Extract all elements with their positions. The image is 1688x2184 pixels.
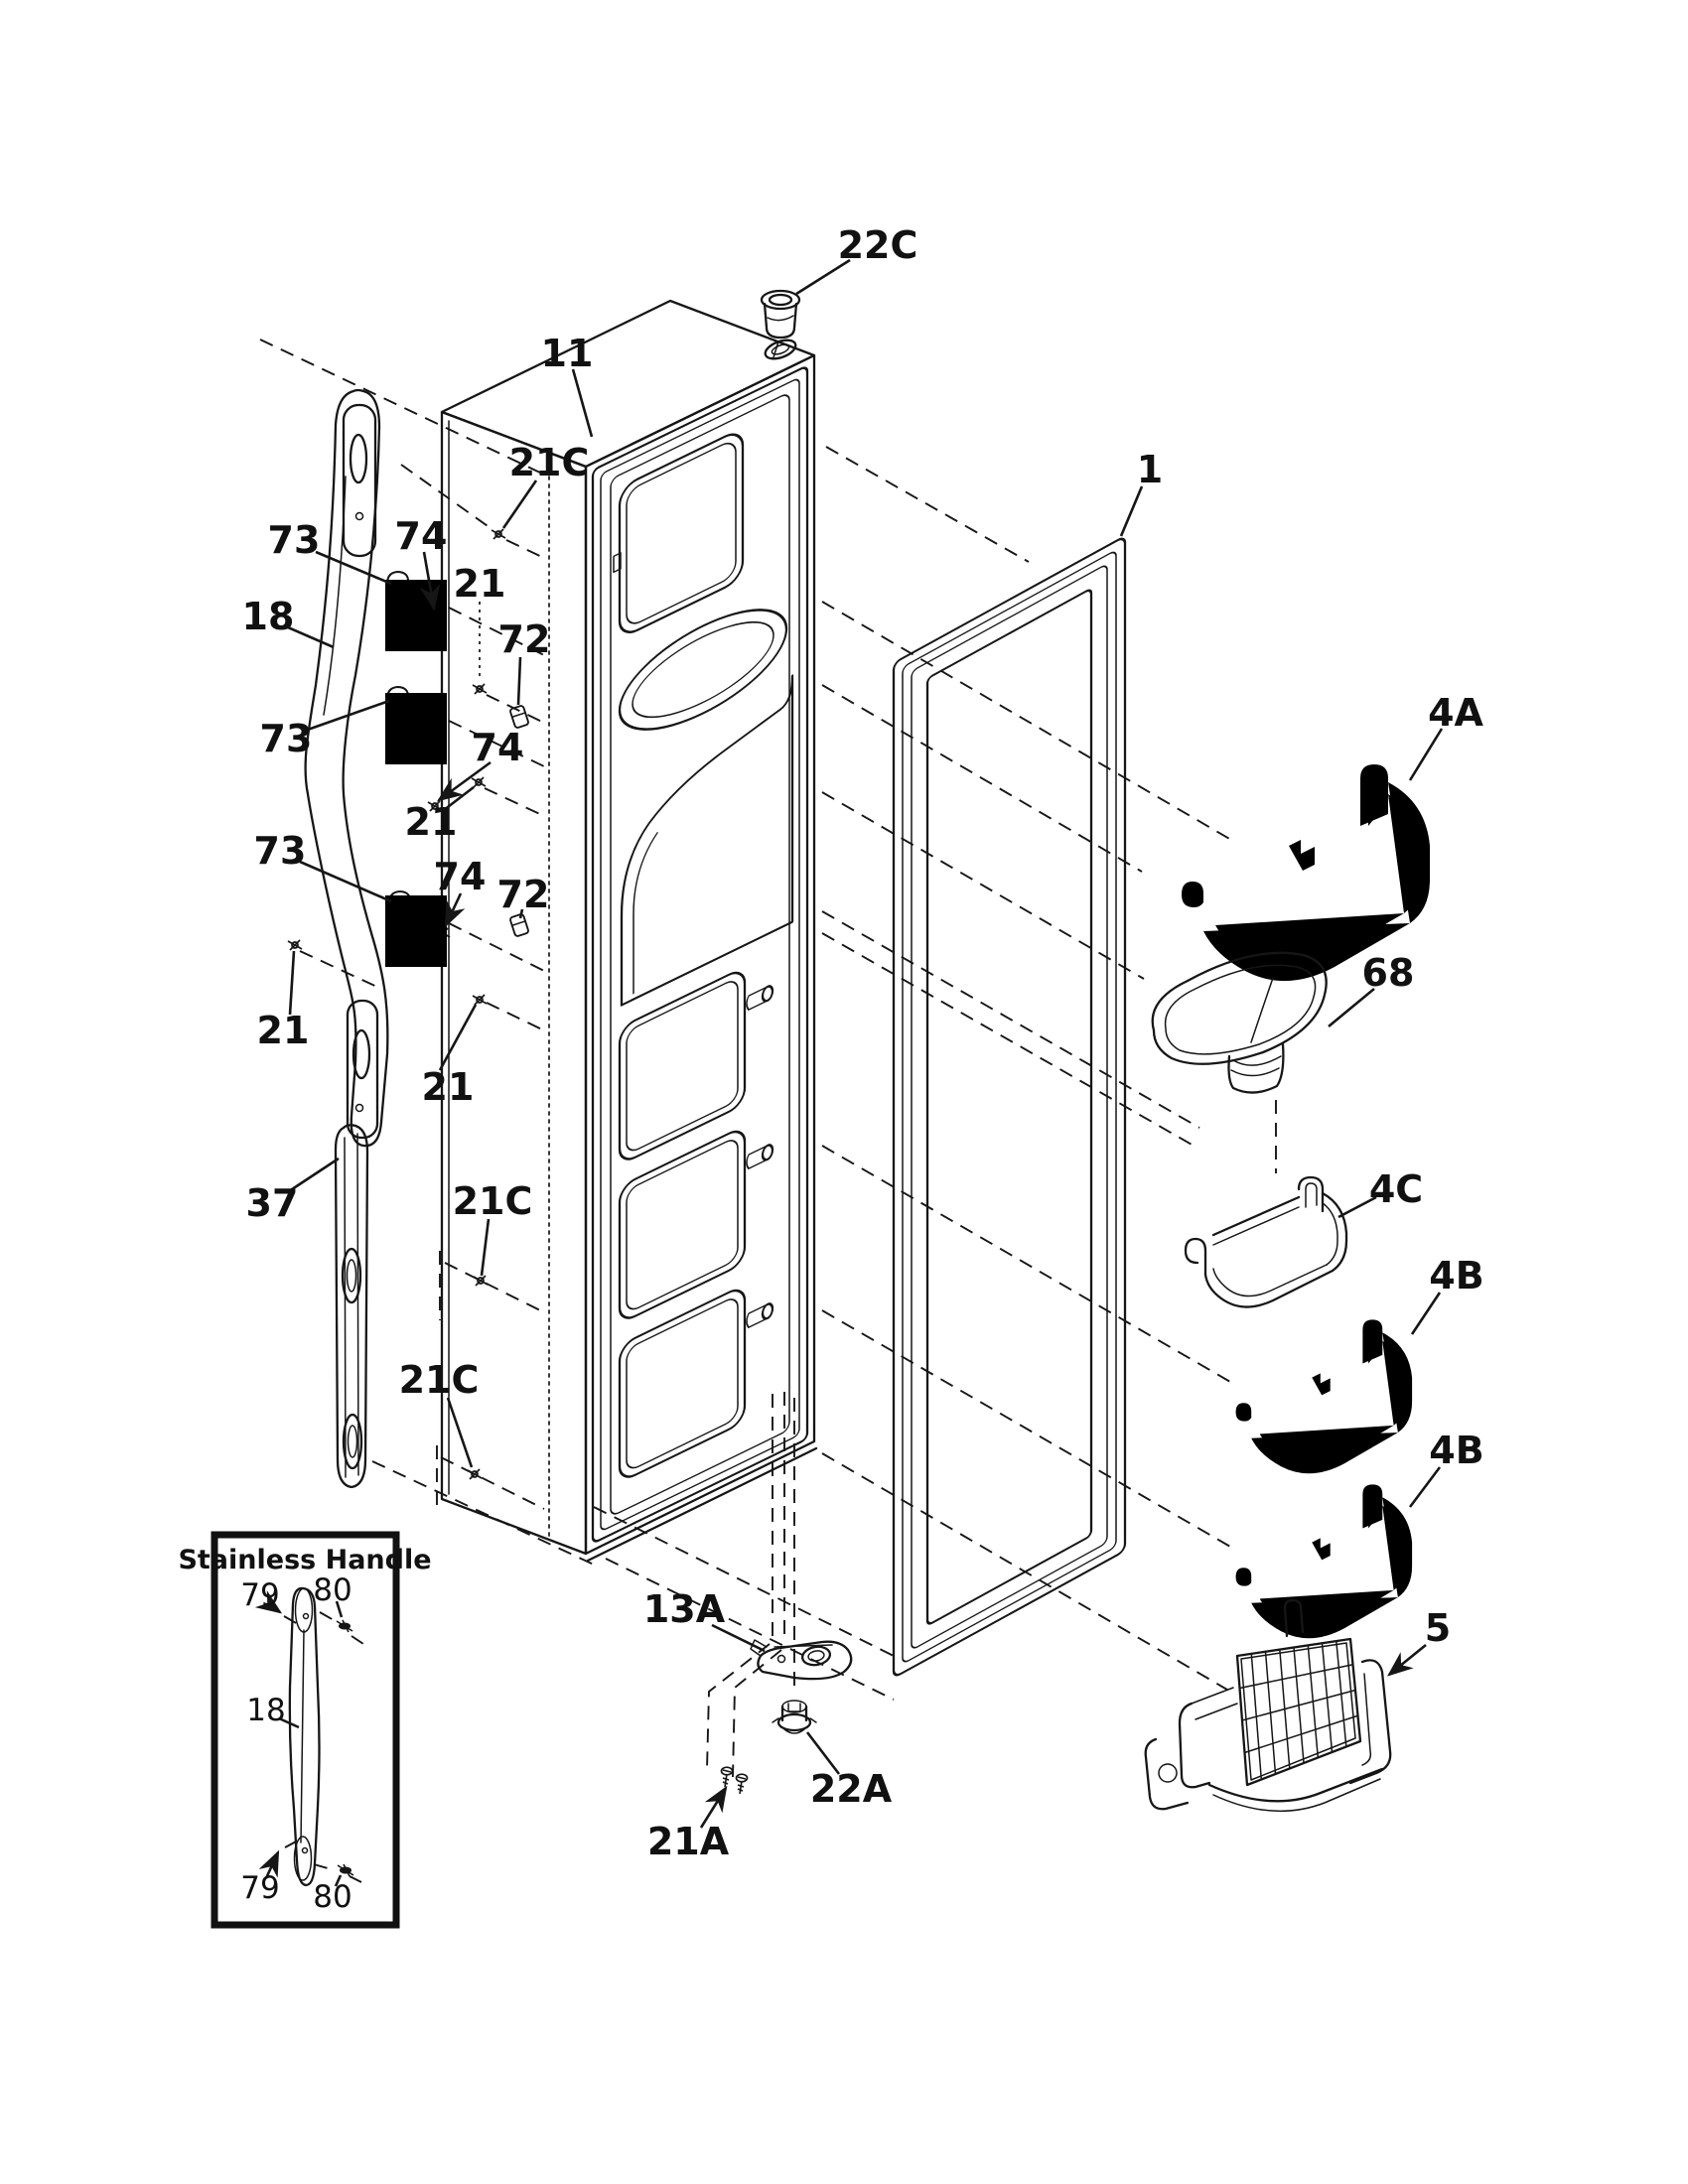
liner-rim-1 <box>593 365 807 1543</box>
shelf-peg <box>763 1143 773 1161</box>
leader-21d <box>440 1005 476 1070</box>
leader-21C2 <box>482 1219 489 1276</box>
handle-top-slot <box>351 435 366 482</box>
basket-right-bracket-inner <box>1362 1674 1370 1765</box>
tray-back-rim <box>1213 1197 1299 1235</box>
guide-hinge-elbow-1 <box>707 1644 770 1769</box>
plug-flange <box>762 291 799 309</box>
mounting-screws <box>288 529 529 1479</box>
screw-21C-1 <box>492 529 505 539</box>
guide-gasket-top <box>826 447 1029 562</box>
callout-21A: 21A <box>646 1820 730 1863</box>
callout-37: 37 <box>245 1181 299 1225</box>
handle-top-pad <box>344 405 375 556</box>
handle-bottom-hole <box>356 1105 363 1112</box>
shelf-pocket-2 <box>620 1112 773 1323</box>
tray-right-hook <box>1299 1177 1323 1211</box>
tray-left-hook <box>1186 1239 1205 1275</box>
basket-pivot <box>1159 1764 1177 1782</box>
bracket-small-hole <box>778 1656 785 1663</box>
funnel-spout <box>1229 1044 1284 1093</box>
leader-4a <box>1410 729 1442 780</box>
inset-screw-top <box>337 1620 352 1632</box>
tray-right-hook-inner <box>1306 1183 1317 1207</box>
door-gasket <box>894 536 1125 1678</box>
callout-11: 11 <box>540 332 594 375</box>
callout-22c: 22C <box>837 223 918 267</box>
tray-right-wall-inner <box>1323 1203 1337 1265</box>
leader-73c <box>300 862 391 901</box>
inset-top-pad <box>296 1588 313 1632</box>
guide-rect-1 <box>385 580 447 651</box>
door-handle <box>306 390 388 1146</box>
door-bin-4a <box>1182 764 1430 981</box>
callout-68: 68 <box>1361 951 1415 995</box>
callout-73-2: 73 <box>259 717 313 760</box>
screw-21b <box>472 777 486 787</box>
dairy-pocket-inner <box>627 438 736 628</box>
callout-72-1: 72 <box>497 617 551 661</box>
grip-recess <box>622 676 792 1006</box>
inset-dashes <box>284 1612 363 1882</box>
guide-screw1 <box>487 695 544 723</box>
basket-front-rail <box>1209 1769 1382 1801</box>
callout-21c-1: 21C <box>508 441 590 484</box>
lower-trim <box>336 1125 367 1487</box>
callout-73-1: 73 <box>267 518 321 562</box>
door-tray-4c <box>1186 1177 1346 1307</box>
leader-72a <box>518 657 520 705</box>
guide-21c2 <box>440 1251 544 1320</box>
bracket-hole <box>801 1645 832 1668</box>
callout-74-1: 74 <box>394 514 448 558</box>
callout-72-2: 72 <box>496 873 550 916</box>
inset-title: Stainless Handle <box>178 1545 432 1575</box>
guide-4b1 <box>822 1146 1237 1386</box>
gasket-line-2 <box>903 550 1116 1664</box>
hinge-screw-2 <box>737 1774 748 1794</box>
callout-21-3: 21 <box>256 1009 310 1052</box>
guide-bottom-long-1 <box>594 1507 894 1656</box>
plug-thread <box>768 316 793 321</box>
guide-screw3 <box>300 951 381 989</box>
grip-recess-inner <box>633 833 657 994</box>
callout-73-3: 73 <box>253 829 307 873</box>
guide-68 <box>822 792 1144 979</box>
hinge-bushing <box>773 1701 816 1733</box>
guide-4a-2 <box>822 685 1142 872</box>
tray-front-band <box>1205 1271 1333 1307</box>
bushing-bore <box>788 1704 800 1711</box>
inset-top-hole <box>304 1614 309 1619</box>
shelf-pocket-1 <box>620 953 773 1164</box>
guide-screw4 <box>487 1003 544 1030</box>
guide-clip3 <box>449 923 544 971</box>
callout-21-1: 21 <box>453 562 506 606</box>
inset-callout-79-top: 79 <box>240 1577 280 1613</box>
callout-21-4: 21 <box>421 1065 475 1109</box>
door-liner <box>593 365 807 1543</box>
leader-1 <box>1121 486 1142 536</box>
guide-rect-2 <box>385 693 447 764</box>
freezer-door-panel <box>442 301 816 1561</box>
door-bin-4b-upper <box>1236 1319 1413 1473</box>
basket-right-bracket <box>1350 1660 1390 1783</box>
screw-21a <box>473 684 487 694</box>
grip-opening <box>620 586 786 754</box>
hinge-screw-1 <box>722 1767 733 1787</box>
leader-21c <box>290 951 294 1015</box>
inset-callout-80-top: 80 <box>313 1572 352 1608</box>
hinge-pin-hole <box>763 337 798 362</box>
tilt-out-basket <box>1146 1600 1391 1811</box>
leader-4b1 <box>1412 1293 1440 1334</box>
leader-21C3 <box>448 1398 472 1467</box>
trim-pad-2-slot <box>349 1426 357 1457</box>
callout-74-3: 74 <box>433 855 487 898</box>
door-bin-4b-lower <box>1236 1484 1413 1638</box>
screw-21c <box>288 940 302 950</box>
trim-pad-1-slot <box>348 1260 356 1292</box>
callout-22a: 22A <box>809 1767 893 1811</box>
inset-callout-79-bot: 79 <box>240 1870 280 1906</box>
bracket-plate <box>758 1642 851 1679</box>
callout-5: 5 <box>1424 1606 1452 1650</box>
tray-right-wall <box>1323 1193 1346 1271</box>
handle-top-hole <box>356 513 363 520</box>
tray-front-band-inner <box>1213 1265 1327 1297</box>
leader-21c1 <box>503 480 536 528</box>
guide-4b2 <box>822 1310 1237 1551</box>
callout-1: 1 <box>1136 448 1164 491</box>
inset-handle-centerline <box>301 1630 304 1843</box>
basket-wires-vertical <box>1251 1641 1346 1779</box>
inset-bottom-hole <box>303 1848 308 1853</box>
stainless-handle-inset <box>178 1535 431 1925</box>
shelf-pocket-3 <box>620 1271 773 1482</box>
callout-13a: 13A <box>642 1587 726 1631</box>
liner-rim-3 <box>611 392 789 1517</box>
callout-4c: 4C <box>1368 1167 1424 1211</box>
callout-4b-2: 4B <box>1429 1429 1484 1472</box>
callout-4a: 4A <box>1428 691 1483 735</box>
leader-11 <box>573 369 592 437</box>
guide-4c-2 <box>822 933 1194 1146</box>
guide-hinge-elbow-2 <box>733 1650 781 1777</box>
shelf-peg <box>763 984 773 1003</box>
guide-5 <box>822 1453 1227 1690</box>
inset-callout-80-bot: 80 <box>313 1879 352 1915</box>
guide-rect-3 <box>385 895 447 967</box>
inset-screw-bottom <box>338 1864 353 1876</box>
shelf-peg <box>763 1301 773 1320</box>
guide-left-top <box>260 340 544 475</box>
dairy-pocket <box>620 428 743 638</box>
callout-18: 18 <box>241 595 295 638</box>
plug-top <box>770 295 791 305</box>
callout-21-2: 21 <box>404 800 458 844</box>
leader-18 <box>288 627 334 647</box>
callout-21c-3: 21C <box>398 1358 480 1402</box>
funnel-throat <box>1251 978 1273 1042</box>
trim-outline <box>336 1125 367 1487</box>
leader-5 <box>1389 1645 1426 1675</box>
screw-21d <box>473 995 487 1005</box>
basket-left-arm <box>1192 1688 1237 1719</box>
leader-4b2 <box>1410 1467 1440 1507</box>
guide-screw2 <box>485 788 544 816</box>
bracket-hole-inner <box>807 1650 824 1663</box>
callout-21c-2: 21C <box>452 1179 533 1223</box>
tray-back-rim-inner <box>1213 1207 1299 1245</box>
bushing-top <box>782 1701 806 1712</box>
liner-rim-2 <box>601 377 799 1531</box>
guide-4c-1 <box>822 911 1199 1128</box>
door-bottom-edge <box>588 1448 816 1561</box>
callout-leaders <box>288 260 1442 1828</box>
inset-callout-18: 18 <box>246 1693 286 1728</box>
gasket-line-3 <box>912 564 1107 1650</box>
callout-74-2: 74 <box>471 726 524 769</box>
callout-4b-1: 4B <box>1429 1254 1484 1297</box>
